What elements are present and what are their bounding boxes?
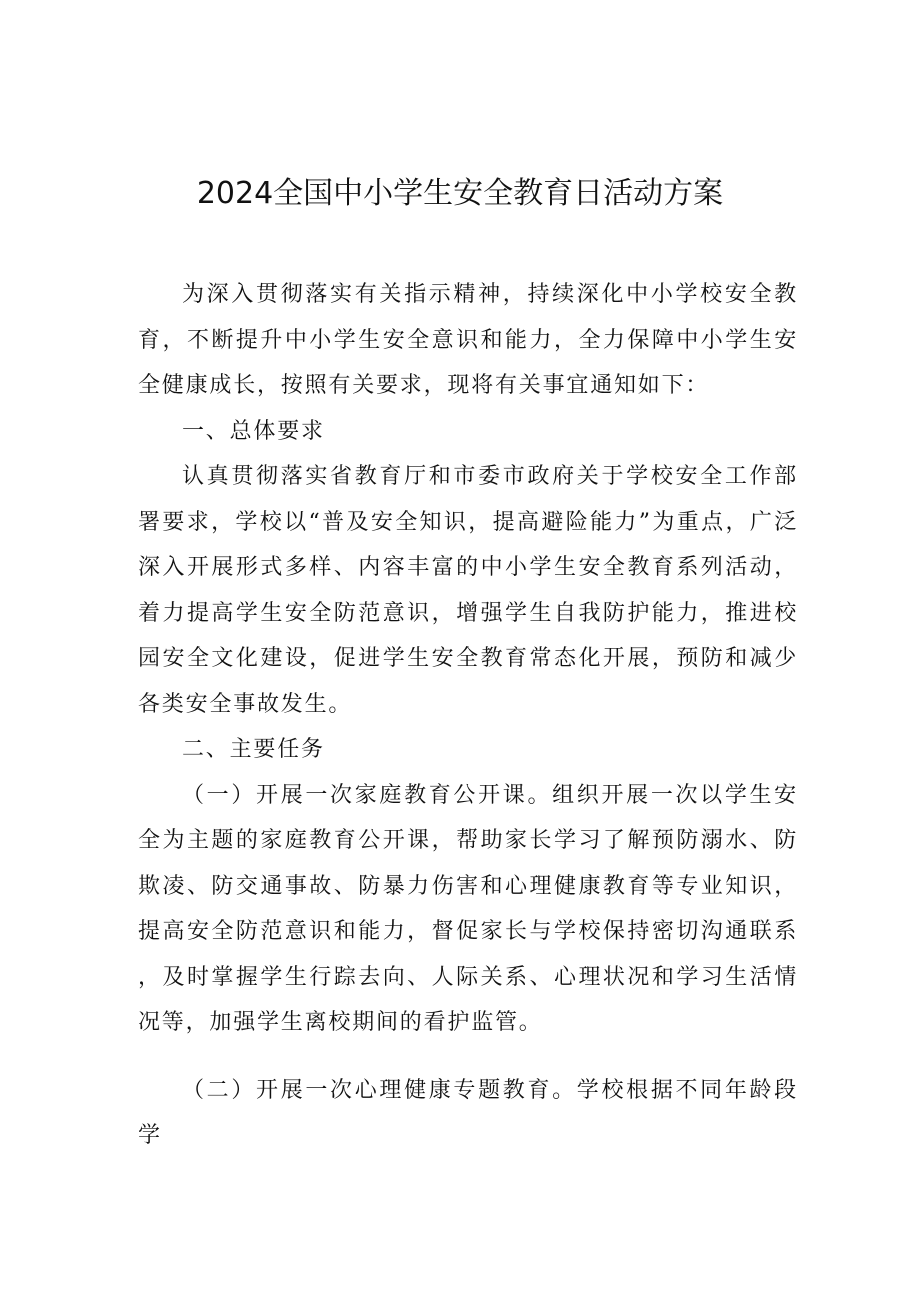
section-heading-main-tasks: 二、主要任务 bbox=[182, 737, 325, 762]
task-item-family-education: （一）开展一次家庭教育公开课。组织开展一次以学生安全为主题的家庭教育公开课，帮助家长学习了解预防溺水、防欺凌、防交通事故、防暴力伤害和心理健康教育等专业知识，提高安全防范意识和能力，督促家长与学校保持密切沟通联系，及时掌握学生行踪去向、人际关系、心理状况和学习生活情况等，加强学生离校期间的看护监管。 bbox=[138, 782, 798, 1035]
document-title: 2024全国中小学生安全教育日活动方案 bbox=[196, 176, 724, 211]
intro-paragraph: 为深入贯彻落实有关指示精神，持续深化中小学校安全教育，不断提升中小学生安全意识和能力，全力保障中小学生安全健康成长，按照有关要求，现将有关事宜通知如下： bbox=[138, 282, 798, 398]
general-requirements-paragraph: 认真贯彻落实省教育厅和市委市政府关于学校安全工作部署要求，学校以“普及安全知识，提高避险能力”为重点，广泛深入开展形式多样、内容丰富的中小学生安全教育系列活动，着力提高学生安全防范意识，增强学生自我防护能力，推进校园安全文化建设，促进学生安全教育常态化开展，预防和减少各类安全事故发生。 bbox=[138, 464, 798, 717]
document-body bbox=[138, 272, 798, 1159]
task-item-mental-health: （二）开展一次心理健康专题教育。学校根据不同年龄段学 bbox=[138, 1077, 798, 1148]
section-heading-general-requirements: 一、总体要求 bbox=[182, 418, 325, 444]
